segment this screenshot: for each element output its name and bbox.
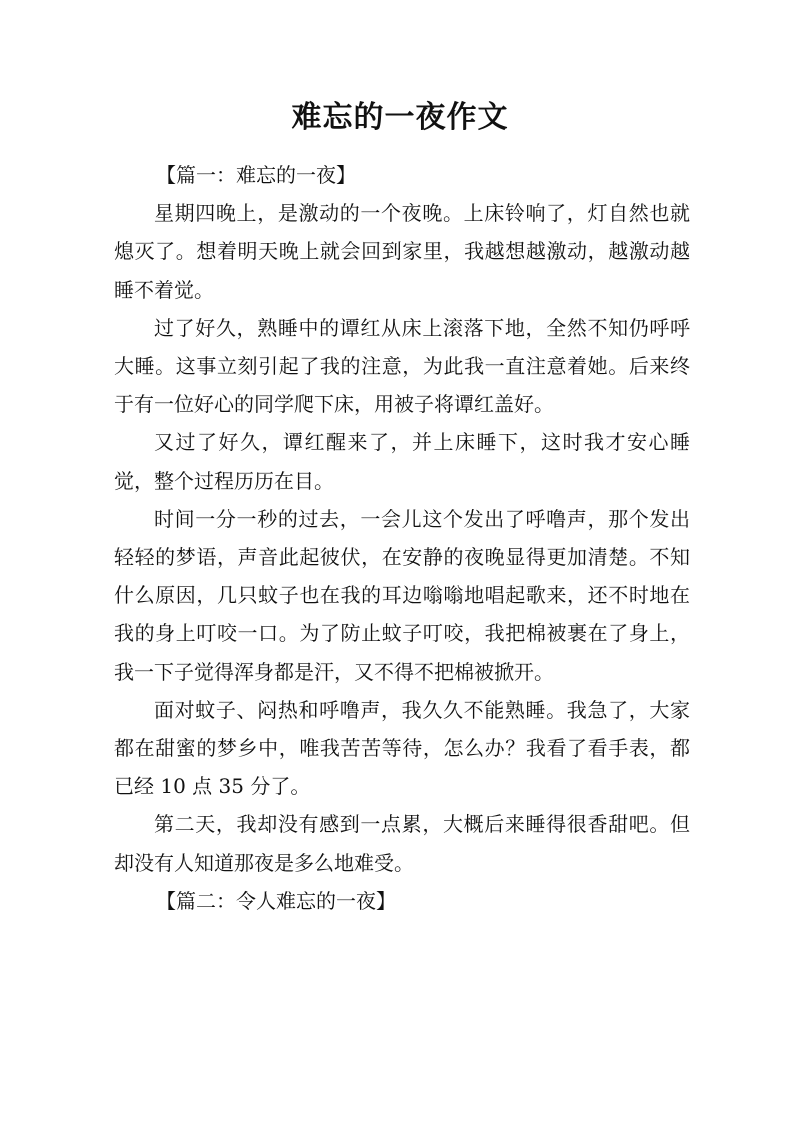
paragraph-6: 第二天，我却没有感到一点累，大概后来睡得很香甜吧。但却没有人知道那夜是多么地难受。	[114, 812, 690, 875]
section-heading-2: 【篇二：令人难忘的一夜】	[156, 888, 396, 913]
paragraph-2: 过了好久，熟睡中的谭红从床上滚落下地，全然不知仍呼呼大睡。这事立刻引起了我的注意，为此我一直注意着她。后来终于有一位好心的同学爬下床，用被子将谭红盖好。	[114, 315, 690, 417]
document-body	[114, 156, 690, 920]
section-heading-1: 【篇一：难忘的一夜】	[156, 163, 356, 187]
paragraph-5: 面对蚊子、闷热和呼噜声，我久久不能熟睡。我急了，大家都在甜蜜的梦乡中，唯我苦苦等待，怎么办？我看了看手表，都已经 10 点 35 分了。	[114, 697, 690, 799]
paragraph-4: 时间一分一秒的过去，一会儿这个发出了呼噜声，那个发出轻轻的梦语，声音此起彼伏，在安静的夜晚显得更加清楚。不知什么原因，几只蚊子也在我的耳边嗡嗡地唱起歌来，还不时地在我的身上叮咬一口。为了防止蚊子叮咬，我把棉被裹在了身上，我一下子觉得浑身都是汗，又不得不把棉被掀开。	[114, 506, 690, 684]
document-title: 难忘的一夜作文	[291, 100, 509, 135]
paragraph-1: 星期四晚上，是激动的一个夜晚。上床铃响了，灯自然也就熄灭了。想着明天晚上就会回到家里，我越想越激动，越激动越睡不着觉。	[114, 201, 690, 302]
paragraph-3: 又过了好久，谭红醒来了，并上床睡下，这时我才安心睡觉，整个过程历历在目。	[114, 430, 690, 493]
